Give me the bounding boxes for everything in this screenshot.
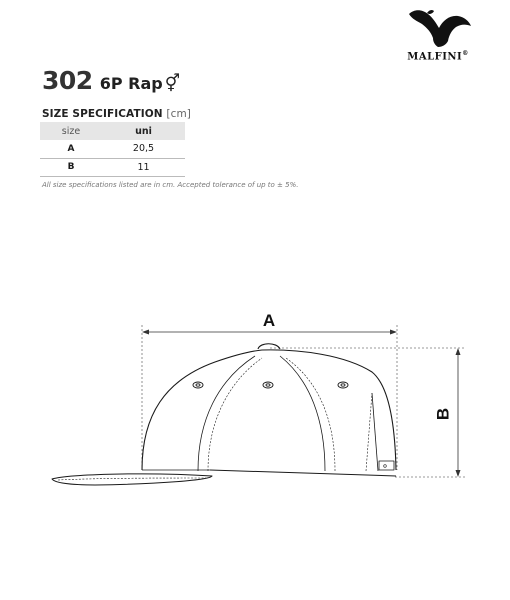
- eyelets: [193, 382, 348, 388]
- cap-outline: [52, 344, 396, 485]
- row-label: B: [40, 158, 102, 176]
- tolerance-note: All size specifications listed are in cm. Accepted tolerance of up to ± 5%.: [42, 181, 299, 189]
- unisex-icon: ⚥: [164, 74, 181, 94]
- table-header-size: size: [40, 122, 102, 140]
- table-header-uni: uni: [102, 122, 185, 140]
- row-value: 20,5: [102, 140, 185, 158]
- product-code: 302: [42, 66, 93, 95]
- dimension-a-line: [142, 325, 397, 470]
- brand-name: MALFINI®: [407, 50, 469, 63]
- dimension-a-label: A: [262, 311, 276, 330]
- dimension-b-label: B: [433, 407, 453, 421]
- spec-heading: SIZE SPECIFICATION [cm]: [42, 108, 192, 120]
- row-value: 11: [102, 158, 185, 176]
- product-name: 6P Rap: [99, 74, 163, 93]
- row-label: A: [40, 140, 102, 158]
